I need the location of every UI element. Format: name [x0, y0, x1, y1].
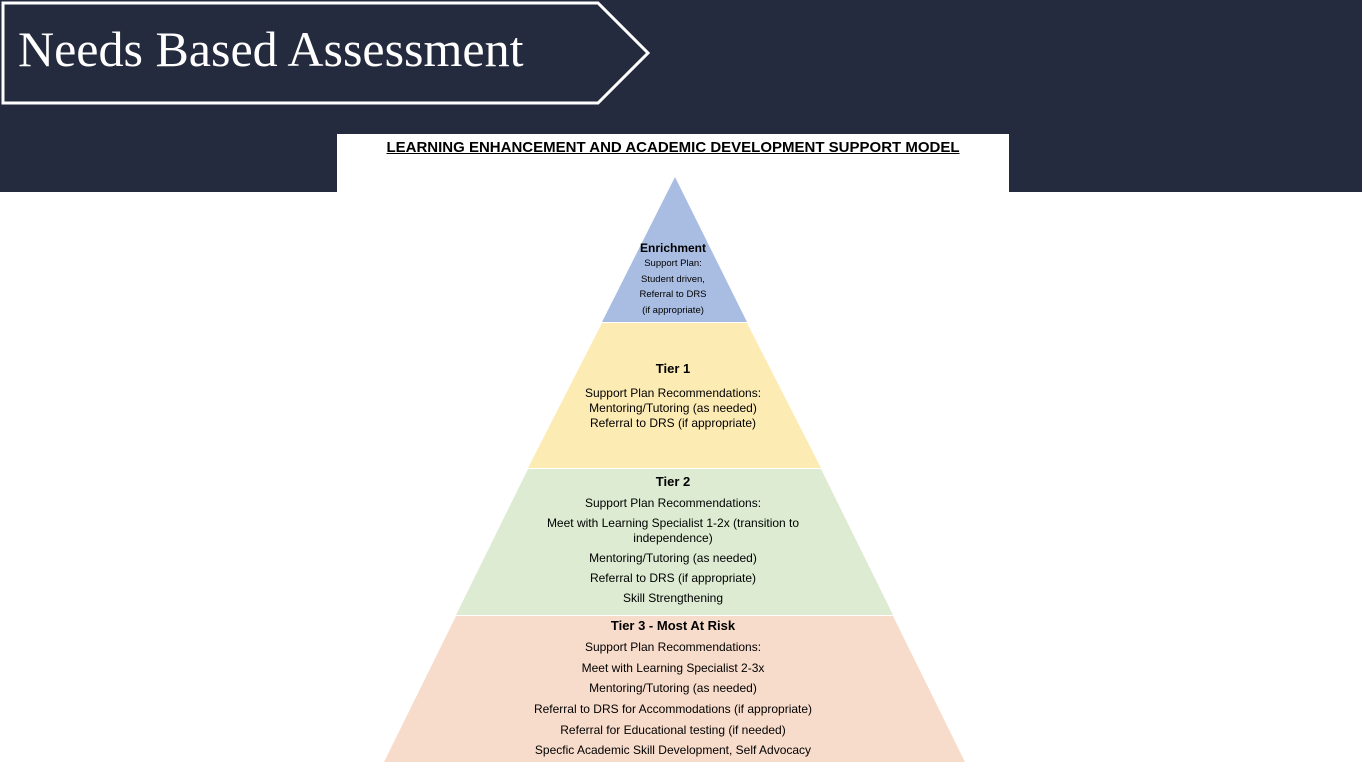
tier-heading: Tier 1: [655, 361, 691, 376]
tier-heading: Tier 2: [655, 474, 691, 489]
tier-line: Mentoring/Tutoring (as needed): [589, 681, 757, 696]
tier-1: [523, 360, 823, 431]
tier-line: Specfic Academic Skill Development, Self Advocacy: [534, 743, 812, 758]
support-model-figure: [337, 134, 1009, 768]
tier-line: (if appropriate): [642, 304, 704, 316]
tier-line: Referral to DRS for Accommodations (if appropriate): [533, 702, 813, 717]
tier-line: Mentoring/Tutoring (as needed): [589, 401, 757, 415]
tier-line: Student driven,: [641, 273, 705, 285]
tier-line: Referral for Educational testing (if needed): [560, 722, 786, 737]
tier-2: [523, 473, 823, 611]
tier-line: Skill Strengthening: [622, 591, 724, 605]
tier-3: [473, 617, 873, 764]
tier-line: Support Plan Recommendations:: [584, 640, 762, 654]
tier-line: Referral to DRS (if appropriate): [589, 571, 757, 585]
slide-title: Needs Based Assessment: [18, 21, 524, 77]
tier-enrichment: [583, 240, 763, 318]
tier-line: Meet with Learning Specialist 2-3x: [581, 660, 765, 675]
figure-title: LEARNING ENHANCEMENT AND ACADEMIC DEVELOPMENT SUPPORT MODEL: [386, 139, 960, 156]
tier-line: Support Plan Recommendations:: [584, 386, 762, 400]
tier-line: Support Plan Recommendations:: [584, 496, 762, 510]
tier-heading: Tier 3 - Most At Risk: [610, 618, 736, 633]
tier-line: Meet with Learning Specialist 1-2x (transition to independence): [546, 516, 800, 545]
tier-line: Mentoring/Tutoring (as needed): [589, 551, 757, 565]
tier-heading: Enrichment: [639, 241, 706, 255]
tier-line: Referral to DRS (if appropriate): [589, 416, 757, 430]
tier-line: Support Plan:: [644, 258, 702, 269]
tier-line: Referral to DRS: [639, 289, 707, 300]
